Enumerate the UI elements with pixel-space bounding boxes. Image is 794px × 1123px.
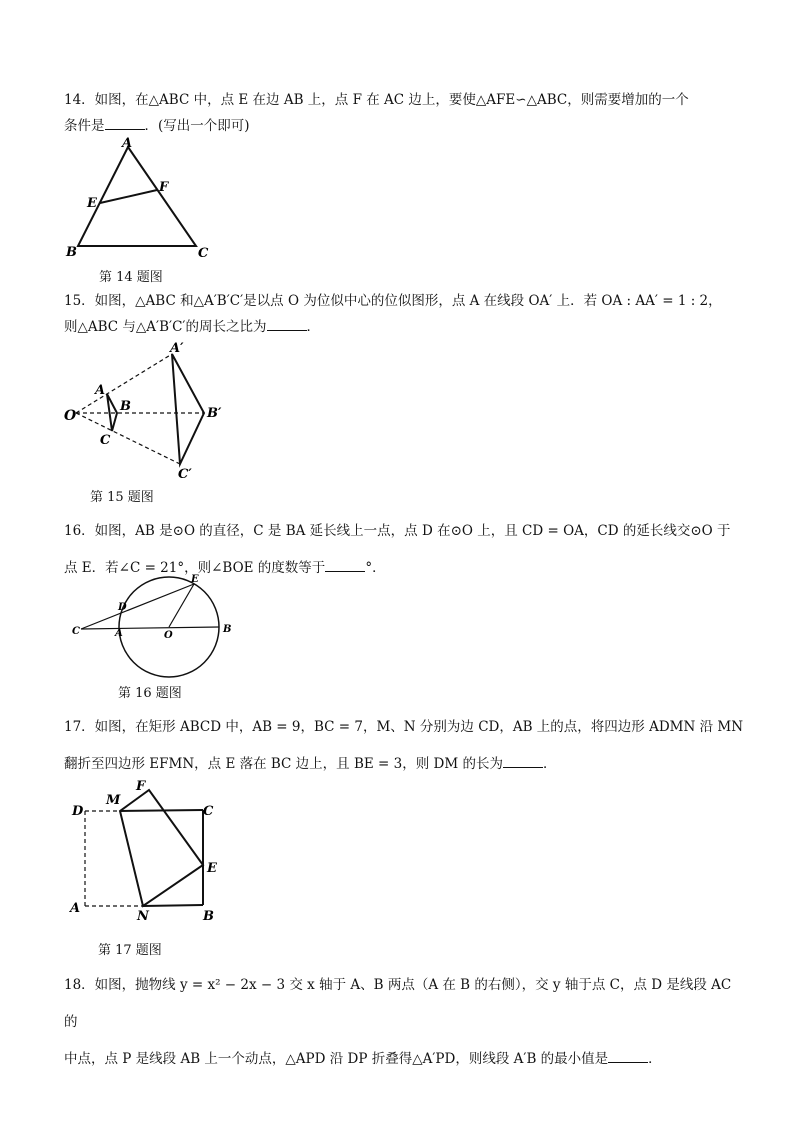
label-N: N: [137, 909, 149, 924]
caption-15: 第 15 题图: [90, 490, 154, 505]
answer-blank[interactable]: [267, 316, 307, 331]
q17-line2: 翻折至四边形 EFMN，点 E 落在 BC 边上，且 BE = 3，则 DM 的长为 ．: [64, 746, 744, 783]
q18-line2: 中点，点 P 是线段 AB 上一个动点，△APD 沿 DP 折叠得△A′PD，则线段 A′B 的最小值是 ．: [64, 1041, 744, 1078]
label-A-prime: A′: [170, 341, 184, 356]
question-18: [64, 967, 744, 1078]
label-E: E: [207, 861, 217, 876]
label-D: D: [72, 804, 84, 819]
caption-17: 第 17 题图: [98, 943, 162, 958]
answer-blank[interactable]: [608, 1048, 648, 1063]
label-B: B: [203, 909, 214, 924]
figure-16: [65, 572, 245, 682]
q17-line1: 17．如图，在矩形 ABCD 中，AB = 9，BC = 7，M、N 分别为边 CD，AB 上的点，将四边形 ADMN 沿 MN: [64, 719, 744, 735]
label-F: F: [136, 779, 146, 794]
label-O: O: [164, 630, 173, 641]
label-B: B: [66, 245, 77, 260]
label-C: C: [100, 433, 111, 448]
answer-blank[interactable]: [105, 115, 145, 130]
label-A: A: [115, 628, 123, 639]
label-E: E: [191, 574, 199, 585]
question-14: [64, 87, 744, 139]
label-B-prime: B′: [207, 406, 222, 421]
answer-blank[interactable]: [503, 753, 543, 768]
label-B: B: [223, 624, 232, 635]
q15-line1: 15．如图，△ABC 和△A′B′C′是以点 O 为位似中心的位似图形，点 A 在线段 OA′ 上．若 OA : AA′ = 1 : 2，: [64, 293, 722, 309]
answer-blank[interactable]: [325, 557, 365, 572]
q15-line2: 则△ABC 与△A′B′C′的周长之比为 ．: [64, 314, 744, 340]
label-C: C: [72, 626, 80, 637]
label-A: A: [70, 901, 81, 916]
label-M: M: [106, 793, 121, 808]
label-C-prime: C′: [178, 467, 192, 482]
figure-15: [60, 340, 240, 485]
figure-14: [60, 135, 230, 265]
label-A: A: [122, 136, 133, 151]
question-17: [64, 709, 744, 783]
label-E: E: [87, 196, 97, 211]
label-O: O: [64, 408, 77, 424]
label-B: B: [120, 399, 131, 414]
q14-line1: 14．如图，在△ABC 中，点 E 在边 AB 上，点 F 在 AC 边上，要使△AFE∽△ABC，则需要增加的一个: [64, 92, 689, 108]
label-C: C: [203, 804, 214, 819]
caption-14: 第 14 题图: [99, 270, 163, 285]
label-F: F: [159, 180, 169, 195]
label-D: D: [118, 602, 127, 613]
q16-line1: 16．如图，AB 是⊙O 的直径，C 是 BA 延长线上一点，点 D 在⊙O 上，且 CD = OA，CD 的延长线交⊙O 于: [64, 523, 731, 539]
label-C: C: [198, 246, 209, 261]
q14-line2: 条件是 ．(写出一个即可): [64, 113, 744, 139]
caption-16: 第 16 题图: [118, 686, 182, 701]
q18-line1: 18．如图，抛物线 y = x² − 2x − 3 交 x 轴于 A、B 两点（A 在 B 的右侧），交 y 轴于点 C，点 D 是线段 AC 的: [64, 977, 732, 1030]
label-A: A: [95, 383, 106, 398]
figure-17: [60, 775, 235, 925]
q16-line2: 点 E．若∠C = 21°，则∠BOE 的度数等于 °．: [64, 550, 744, 587]
question-15: [64, 288, 744, 340]
